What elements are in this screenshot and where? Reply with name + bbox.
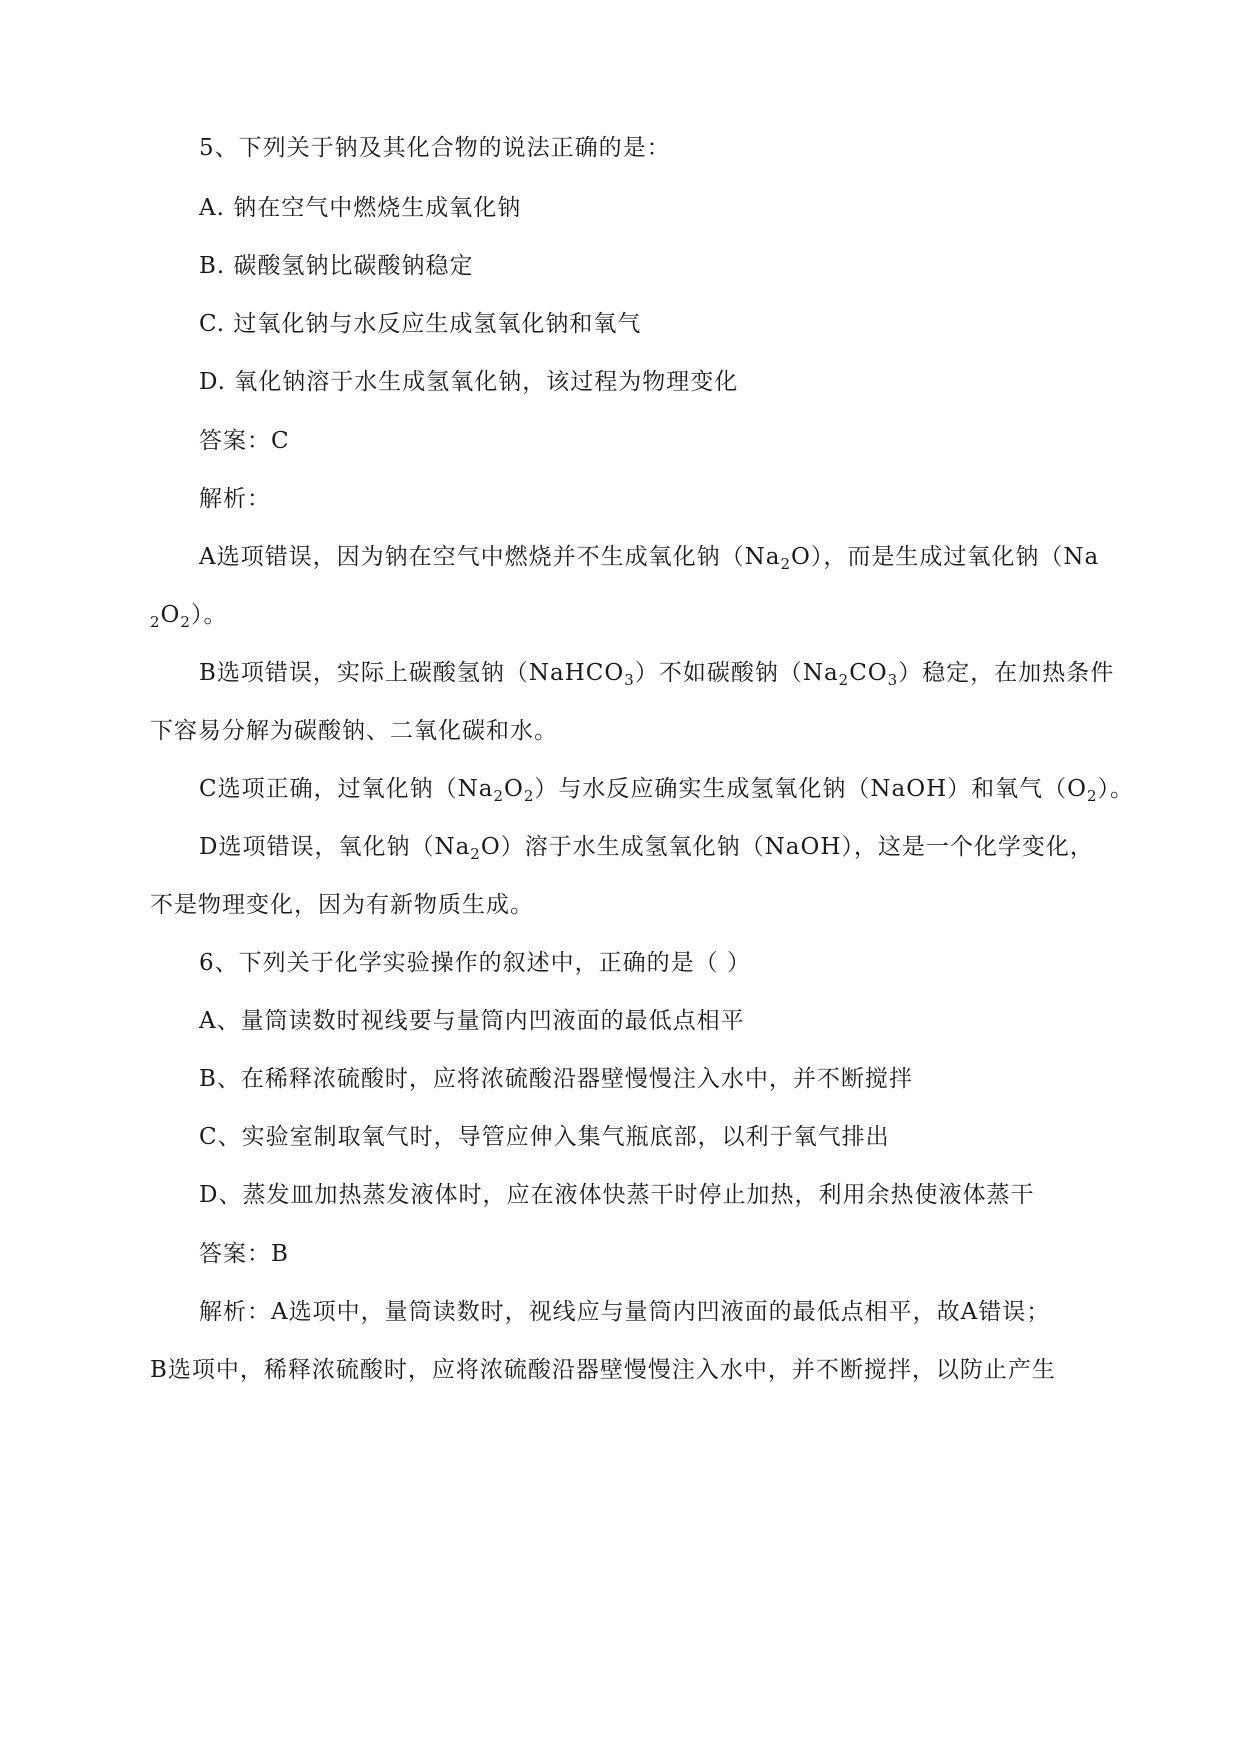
q6-analysis-line1: 解析：A选项中，量筒读数时，视线应与量筒内凹液面的最低点相平，故A错误； xyxy=(199,1299,1051,1325)
question-5-text: 5、下列关于钠及其化合物的说法正确的是： xyxy=(199,135,671,161)
q6-option-d: D、蒸发皿加热蒸发液体时，应在液体快蒸干时停止加热，利用余热使液体蒸干 xyxy=(199,1182,1035,1208)
q5-analysis-label: 解析： xyxy=(199,486,271,512)
q6-analysis-line2: B选项中，稀释浓硫酸时，应将浓硫酸沿器壁慢慢注入水中，并不断搅拌，以防止产生 xyxy=(150,1357,1056,1383)
q5-option-d: D. 氧化钠溶于水生成氢氧化钠，该过程为物理变化 xyxy=(199,369,739,395)
q5-option-a: A. 钠在空气中燃烧生成氧化钠 xyxy=(199,195,522,221)
question-6-text: 6、下列关于化学实验操作的叙述中，正确的是（ ） xyxy=(199,950,751,976)
q5-answer: 答案：C xyxy=(199,428,290,454)
q5-analysis-d-line2: 不是物理变化，因为有新物质生成。 xyxy=(150,892,534,918)
q6-option-b: B、在稀释浓硫酸时，应将浓硫酸沿器壁慢慢注入水中，并不断搅拌 xyxy=(199,1066,913,1092)
q6-option-c: C、实验室制取氧气时，导管应伸入集气瓶底部，以利于氧气排出 xyxy=(199,1124,890,1150)
q5-analysis-a-line1: A选项错误，因为钠在空气中燃烧并不生成氧化钠$(Na_2O)$，而是生成过氧化钠（Na xyxy=(199,544,1100,573)
q5-analysis-a-line2: $_2O_2$）。 xyxy=(150,602,228,631)
q5-option-b: B. 碳酸氢钠比碳酸钠稳定 xyxy=(199,253,474,279)
q5-option-c: C. 过氧化钠与水反应生成氢氧化钠和氧气 xyxy=(199,311,642,337)
q5-analysis-c: C选项正确，过氧化钠$(Na_2O_2)$与水反应确实生成氢氧化钠（NaOH）和氧气$(O_2)$。 xyxy=(199,776,1135,805)
q6-answer: 答案：B xyxy=(199,1241,289,1267)
q5-analysis-b-line1: B选项错误，实际上碳酸氢钠（NaHCO$_3$）不如碳酸钠$(Na_2CO_3)$稳定，在加热条件 xyxy=(199,660,1115,689)
q5-analysis-b-line2: 下容易分解为碳酸钠、二氧化碳和水。 xyxy=(150,718,558,744)
q5-analysis-d-line1: D选项错误，氧化钠$(Na_2O)$溶于水生成氢氧化钠（NaOH），这是一个化学变化， xyxy=(199,834,1094,863)
q6-option-a: A、量筒读数时视线要与量筒内凹液面的最低点相平 xyxy=(199,1008,745,1034)
